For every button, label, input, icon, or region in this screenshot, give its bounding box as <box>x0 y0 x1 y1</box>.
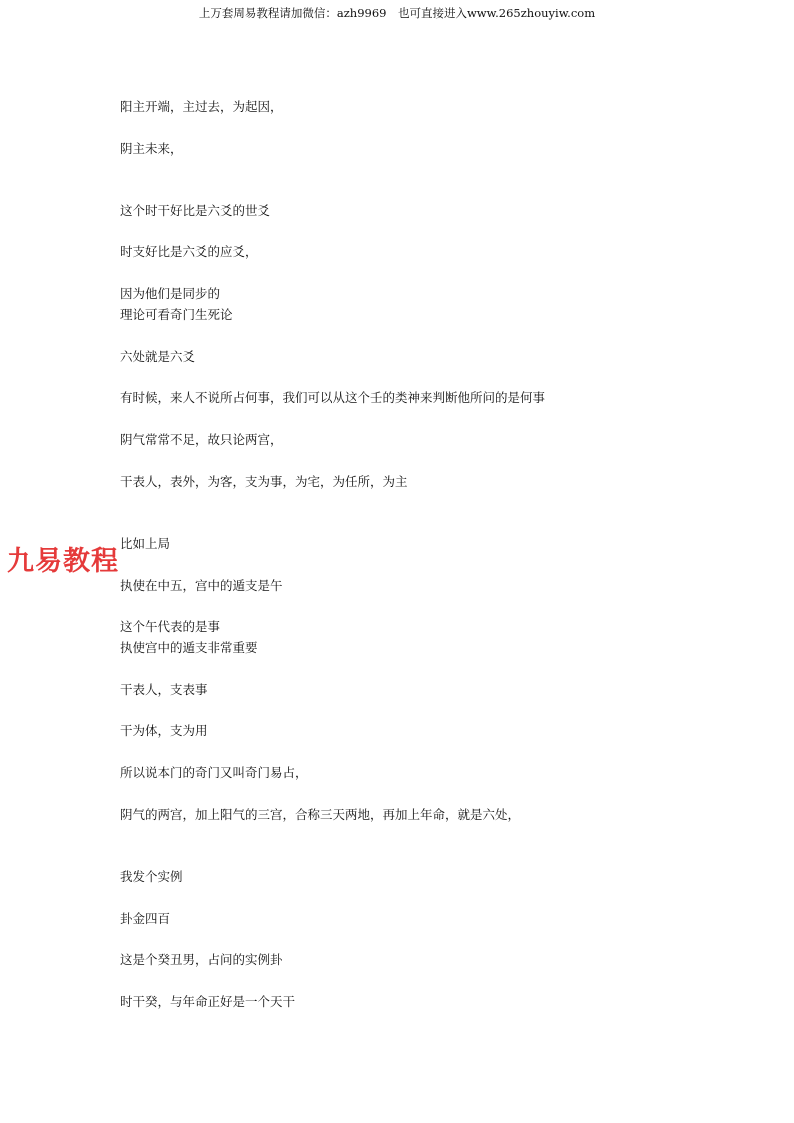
text-line: 阴气的两宫，加上阳气的三宫，合称三天两地，再加上年命，就是六处， <box>120 807 521 822</box>
text-line: 阳主开端，主过去，为起因， <box>120 99 283 114</box>
text-line: 时干癸，与年命正好是一个天干 <box>120 994 296 1009</box>
text-line: 执使宫中的遁支非常重要 <box>120 640 258 655</box>
text-line: 时支好比是六爻的应爻， <box>120 244 258 259</box>
text-line: 阴气常常不足，故只论两宫， <box>120 432 283 447</box>
text-line: 卦金四百 <box>120 911 171 926</box>
text-line: 我发个实例 <box>120 869 183 884</box>
text-line: 干表人，支表事 <box>120 682 208 697</box>
text-line: 阴主未来， <box>120 141 183 156</box>
text-line: 干为体，支为用 <box>120 723 208 738</box>
text-line: 执使在中五，宫中的遁支是午 <box>120 578 283 593</box>
text-line: 这是个癸丑男，占问的实例卦 <box>120 952 283 967</box>
text-line: 六处就是六爻 <box>120 349 196 364</box>
text-line: 比如上局 <box>120 536 171 551</box>
page-header: 上万套周易教程请加微信：azh9969 也可直接进入www.265zhouyiw.com <box>198 6 596 20</box>
text-line: 因为他们是同步的 <box>120 286 221 301</box>
text-line: 这个时干好比是六爻的世爻 <box>120 203 271 218</box>
text-line: 理论可看奇门生死论 <box>120 307 233 322</box>
text-line: 所以说本门的奇门又叫奇门易占， <box>120 765 308 780</box>
text-line: 干表人，表外，为客，支为事，为宅，为任所，为主 <box>120 474 408 489</box>
text-line: 有时候，来人不说所占何事，我们可以从这个壬的类神来判断他所问的是何事 <box>120 390 546 405</box>
watermark-logo: 九易教程 <box>7 546 119 577</box>
text-line: 这个午代表的是事 <box>120 619 221 634</box>
